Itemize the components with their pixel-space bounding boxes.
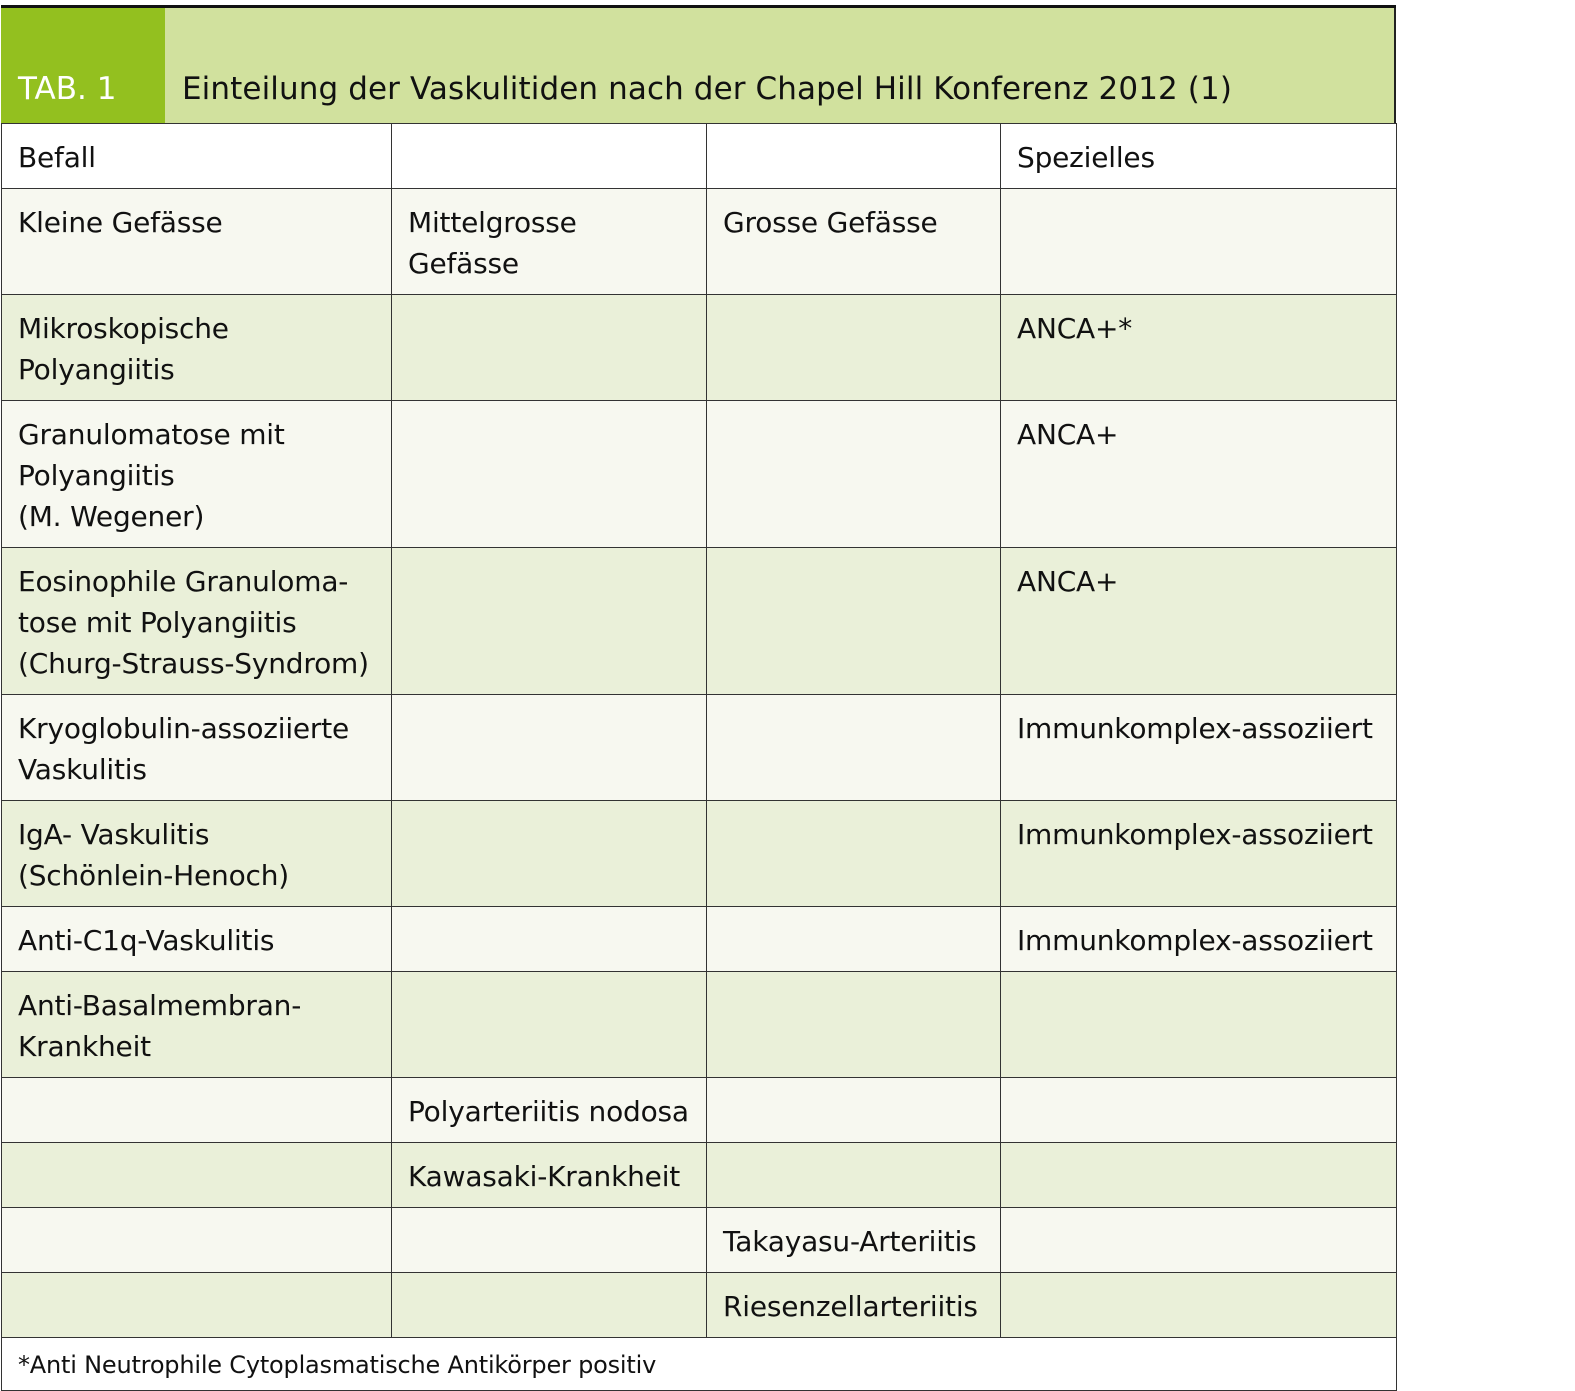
table-cell <box>707 124 1001 189</box>
table-cell <box>392 801 707 907</box>
table-cell <box>1001 972 1397 1078</box>
vasculitis-table <box>1 123 1397 1391</box>
table-cell: Takayasu-Arteriitis <box>707 1208 1001 1273</box>
table-cell: ANCA+* <box>1001 295 1397 401</box>
table-cell <box>392 695 707 801</box>
table-row <box>2 548 1397 695</box>
table-cell <box>2 1143 392 1208</box>
table-cell: Kawasaki-Krankheit <box>392 1143 707 1208</box>
table-cell: Mittelgrosse Gefässe <box>392 189 707 295</box>
table-cell: Anti-C1q-Vaskulitis <box>2 907 392 972</box>
table-cell: Mikroskopische Polyangiitis <box>2 295 392 401</box>
table-cell <box>2 1273 392 1338</box>
table-cell <box>392 1208 707 1273</box>
table-cell <box>392 124 707 189</box>
table-cell: Granulomatose mit Polyangiitis (M. Wegener) <box>2 401 392 548</box>
table-cell <box>707 801 1001 907</box>
table-cell <box>392 1273 707 1338</box>
table-row <box>2 1143 1397 1208</box>
table-cell <box>392 907 707 972</box>
table-cell <box>1001 1208 1397 1273</box>
table-row <box>2 695 1397 801</box>
table-row <box>2 401 1397 548</box>
table-cell <box>707 548 1001 695</box>
table-cell <box>392 972 707 1078</box>
table-cell: Anti-Basalmembran- Krankheit <box>2 972 392 1078</box>
table-cell: Grosse Gefässe <box>707 189 1001 295</box>
table-cell: Kleine Gefässe <box>2 189 392 295</box>
table-row <box>2 124 1397 189</box>
table-row <box>2 1208 1397 1273</box>
table-row <box>2 189 1397 295</box>
table-cell <box>392 295 707 401</box>
table-row <box>2 801 1397 907</box>
table-title: Einteilung der Vaskulitiden nach der Chapel Hill Konferenz 2012 (1) <box>165 8 1394 123</box>
table-cell: Kryoglobulin-assoziierte Vaskulitis <box>2 695 392 801</box>
table-cell: Befall <box>2 124 392 189</box>
table-cell: Immunkomplex-assoziiert <box>1001 907 1397 972</box>
table-cell <box>707 972 1001 1078</box>
table-cell <box>707 401 1001 548</box>
table-cell <box>392 548 707 695</box>
table-row <box>2 295 1397 401</box>
table-row <box>2 1273 1397 1338</box>
table-cell <box>1001 189 1397 295</box>
table-cell <box>2 1078 392 1143</box>
table-row <box>2 1078 1397 1143</box>
table-cell: Immunkomplex-assoziiert <box>1001 801 1397 907</box>
table-cell: Riesenzellarteriitis <box>707 1273 1001 1338</box>
table-cell <box>707 295 1001 401</box>
table-cell <box>1001 1143 1397 1208</box>
footnote: *Anti Neutrophile Cytoplasmatische Antikörper positiv <box>2 1338 1397 1391</box>
table-cell <box>1001 1078 1397 1143</box>
table-row <box>2 907 1397 972</box>
footnote-row <box>2 1338 1397 1391</box>
table-cell: IgA- Vaskulitis (Schönlein-Henoch) <box>2 801 392 907</box>
table-cell: Polyarteriitis nodosa <box>392 1078 707 1143</box>
table-cell <box>1001 1273 1397 1338</box>
table-number-label: TAB. 1 <box>1 8 165 123</box>
table-figure <box>1 5 1396 1391</box>
table-header <box>1 8 1396 123</box>
table-cell: ANCA+ <box>1001 548 1397 695</box>
table-cell <box>707 907 1001 972</box>
table-row <box>2 972 1397 1078</box>
table-cell <box>707 1143 1001 1208</box>
table-cell: ANCA+ <box>1001 401 1397 548</box>
table-cell: Immunkomplex-assoziiert <box>1001 695 1397 801</box>
table-cell <box>707 1078 1001 1143</box>
table-cell: Spezielles <box>1001 124 1397 189</box>
table-cell <box>392 401 707 548</box>
table-cell <box>707 695 1001 801</box>
table-cell: Eosinophile Granuloma- tose mit Polyangiitis (Churg-Strauss-Syndrom) <box>2 548 392 695</box>
table-cell <box>2 1208 392 1273</box>
